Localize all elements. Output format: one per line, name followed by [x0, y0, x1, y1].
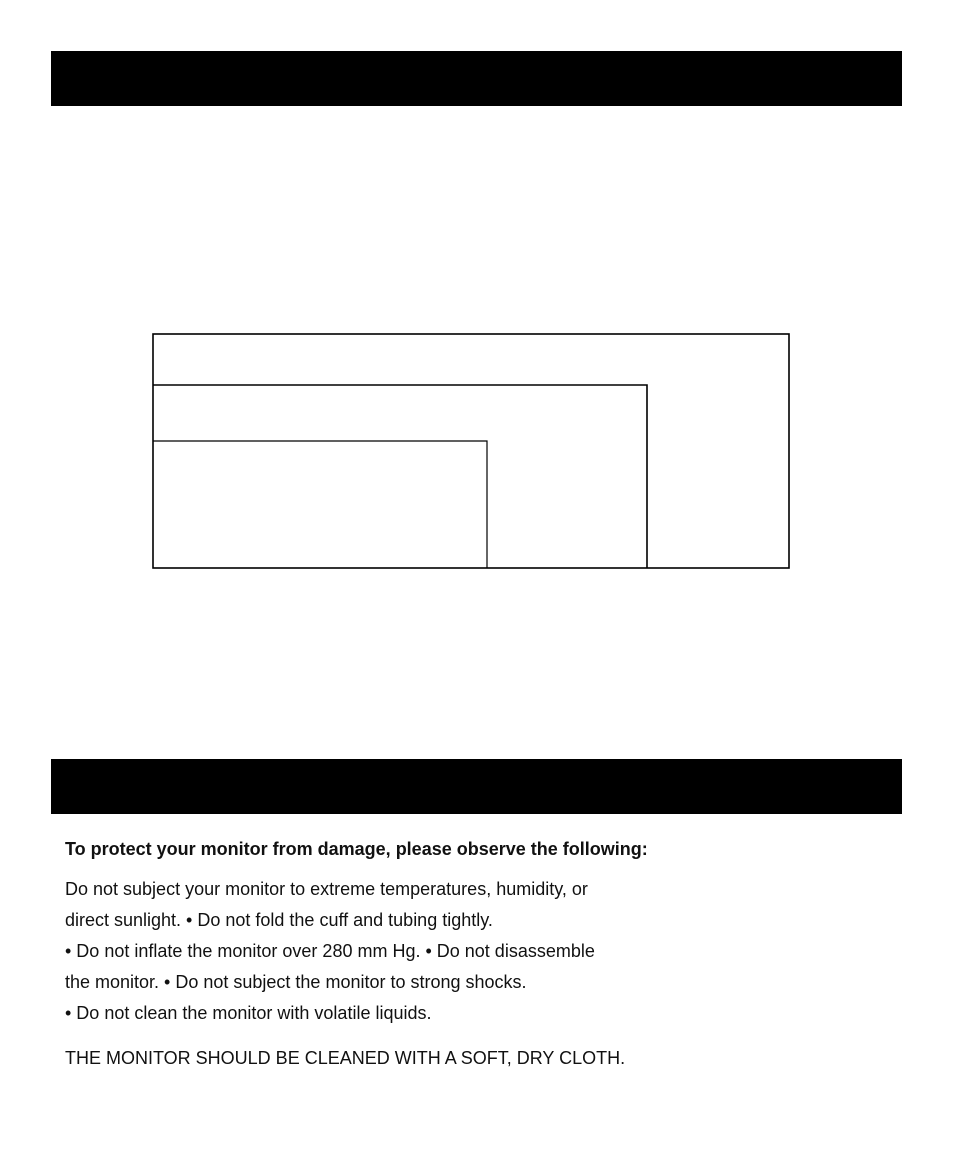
care-line: • Do not inflate the monitor over 280 mm Hg. • Do not disassemble [65, 941, 595, 961]
section-header-bar-care [51, 759, 902, 814]
section-header-bar-top [51, 51, 902, 106]
care-line: the monitor. • Do not subject the monitor to strong shocks. [65, 972, 527, 992]
inner-table-border [153, 441, 487, 568]
middle-table-border [153, 385, 647, 568]
stepped-table-lines [152, 333, 790, 569]
care-intro: To protect your monitor from damage, please observe the following: [65, 839, 648, 859]
stepped-table-diagram [152, 333, 790, 569]
care-line: direct sunlight. • Do not fold the cuff and tubing tightly. [65, 910, 493, 930]
care-line: • Do not clean the monitor with volatile liquids. [65, 1003, 432, 1023]
care-footer: THE MONITOR SHOULD BE CLEANED WITH A SOFT, DRY CLOTH. [65, 1048, 626, 1068]
care-section [65, 836, 765, 1071]
outer-table-border [153, 334, 789, 568]
care-line: Do not subject your monitor to extreme temperatures, humidity, or [65, 879, 588, 899]
care-instructions [65, 874, 765, 1029]
